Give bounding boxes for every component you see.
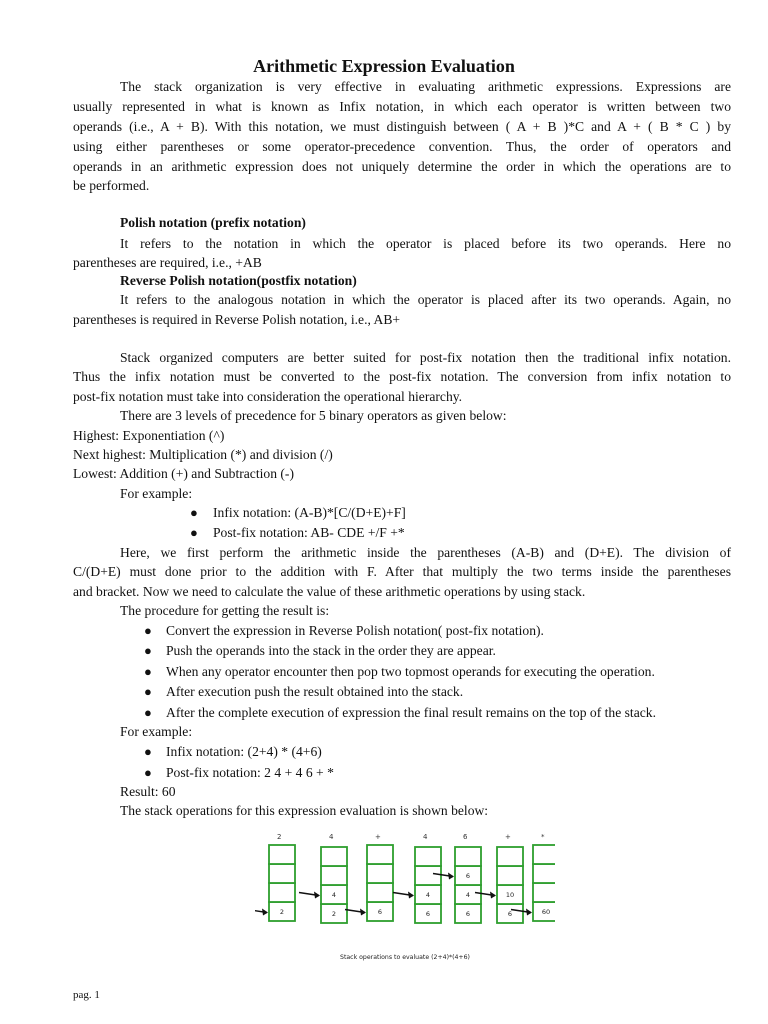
stack-cell (415, 866, 441, 885)
bullet-dot: ● (144, 744, 152, 759)
stack-token-label: 4 (423, 833, 428, 841)
procedure-bullet: Convert the expression in Reverse Polish notation( post-fix notation). (166, 623, 544, 638)
bullet-dot: ● (144, 765, 152, 780)
procedure-bullet: After the complete execution of expression the final result remains on the top of the stack. (166, 705, 656, 720)
example2-bullet: Infix notation: (2+4) * (4+6) (166, 744, 322, 759)
stack-token-label: 2 (277, 833, 282, 841)
here-para-line: Here, we first perform the arithmetic inside the parentheses (A-B) and (D+E). The division of (120, 545, 731, 560)
stack-cell-value: 10 (505, 891, 515, 899)
stack-top-arrowhead (314, 892, 320, 899)
intro-line: using either parentheses or some operator-precedence convention. Thus, the order of operators and (73, 139, 731, 154)
stack-token-label: 4 (329, 833, 334, 841)
stack-top-arrowhead (448, 873, 454, 880)
stack-para-line: Thus the infix notation must be converted to the post-fix notation. The conversion from infix notation to (73, 369, 731, 384)
polish-line: parentheses are required, i.e., +AB (73, 255, 262, 270)
reverse-polish-line: parentheses is required in Reverse Polish notation, i.e., AB+ (73, 312, 401, 327)
stack-cell-value: 6 (507, 910, 513, 918)
intro-line: operands (i.e., A + B). With this notation, we must distinguish between ( A + B )*C and A + ( B * C ) by (73, 119, 731, 134)
here-para-line: C/(D+E) must done prior to the addition with F. After that multiply the two terms inside the parentheses (73, 564, 731, 579)
stack-operations-diagram (255, 825, 555, 975)
intro-line: operands in an arithmetic expression does not uniquely determine the order in which the operations are to (73, 159, 731, 174)
stack-cell-value: 4 (425, 891, 431, 899)
here-para-line: and bracket. Now we need to calculate the value of these arithmetic operations by using stack. (73, 584, 586, 599)
example1-bullet: Infix notation: (A-B)*[C/(D+E)+F] (213, 505, 406, 520)
result-line: Result: 60 (120, 784, 176, 799)
stack-cell (455, 847, 481, 866)
bullet-dot: ● (144, 643, 152, 658)
example2-bullet: Post-fix notation: 2 4 + 4 6 + * (166, 765, 334, 780)
precedence-line: Next highest: Multiplication (*) and division (/) (73, 447, 333, 462)
stack-para-line: There are 3 levels of precedence for 5 binary operators as given below: (120, 408, 507, 423)
stack-cell (533, 845, 555, 864)
stack-top-arrowhead (360, 909, 366, 916)
stack-cell (321, 847, 347, 866)
stack-cell (497, 847, 523, 866)
intro-line: be performed. (73, 178, 150, 193)
diagram-caption: Stack operations to evaluate (2+4)*(4+6) (340, 954, 470, 961)
diagram-intro: The stack operations for this expression evaluation is shown below: (120, 803, 489, 818)
stack-cell (321, 866, 347, 885)
stack-cell-value: 4 (465, 891, 471, 899)
stack-cell-value: 60 (541, 908, 551, 916)
stack-token-label: + (375, 833, 381, 841)
stack-cell (269, 883, 295, 902)
stack-cell (415, 847, 441, 866)
polish-line: It refers to the notation in which the operator is placed before its two operands. Here no (120, 236, 731, 251)
stack-cell-value: 2 (279, 908, 285, 916)
stack-cell (269, 845, 295, 864)
stack-cell (367, 883, 393, 902)
stack-top-arrowhead (490, 892, 496, 899)
stack-token-label: * (541, 833, 545, 841)
stack-token-label: + (505, 833, 511, 841)
polish-heading: Polish notation (prefix notation) (120, 215, 306, 230)
intro-line: usually represented in what is known as Infix notation, in which each operator is written between two (73, 99, 731, 114)
stack-cell-value: 4 (331, 891, 337, 899)
bullet-dot: ● (144, 664, 152, 679)
procedure-intro: The procedure for getting the result is: (120, 603, 330, 618)
stack-cell-value: 6 (465, 872, 471, 880)
stack-para-line: Stack organized computers are better suited for post-fix notation then the traditional infix notation. (120, 350, 731, 365)
example1-bullet: Post-fix notation: AB- CDE +/F +* (213, 525, 405, 540)
stack-cell-value: 2 (331, 910, 337, 918)
stack-cell (533, 883, 555, 902)
precedence-line: Highest: Exponentiation (^) (73, 428, 225, 443)
bullet-dot: ● (144, 623, 152, 638)
stack-cell (269, 864, 295, 883)
stack-cell (533, 864, 555, 883)
stack-cell (497, 866, 523, 885)
bullet-dot: ● (190, 505, 198, 520)
intro-line: The stack organization is very effective in evaluating arithmetic expressions. Expressions are (120, 79, 731, 94)
precedence-line: Lowest: Addition (+) and Subtraction (-) (73, 466, 294, 481)
reverse-polish-line: It refers to the analogous notation in which the operator is placed after its two operands. Again, no (120, 292, 731, 307)
stack-cell-value: 6 (465, 910, 471, 918)
stack-top-arrowhead (408, 892, 414, 899)
for-example-label: For example: (120, 724, 193, 739)
stack-cell (367, 845, 393, 864)
bullet-dot: ● (144, 684, 152, 699)
procedure-bullet: After execution push the result obtained into the stack. (166, 684, 464, 699)
procedure-bullet: When any operator encounter then pop two topmost operands for executing the operation. (166, 664, 655, 679)
bullet-dot: ● (144, 705, 152, 720)
bullet-dot: ● (190, 525, 198, 540)
stack-para-line: post-fix notation must take into consideration the operational hierarchy. (73, 389, 463, 404)
reverse-polish-heading: Reverse Polish notation(postfix notation) (120, 273, 357, 288)
stack-top-arrowhead (526, 909, 532, 916)
stack-cell (367, 864, 393, 883)
stack-cell-value: 6 (377, 908, 383, 916)
stack-token-label: 6 (463, 833, 468, 841)
page-title: Arithmetic Expression Evaluation (253, 56, 515, 76)
stack-cell-value: 6 (425, 910, 431, 918)
procedure-bullet: Push the operands into the stack in the order they are appear. (166, 643, 496, 658)
page-number: pag. 1 (73, 989, 100, 1001)
for-example-label: For example: (120, 486, 193, 501)
stack-top-arrowhead (262, 909, 268, 916)
